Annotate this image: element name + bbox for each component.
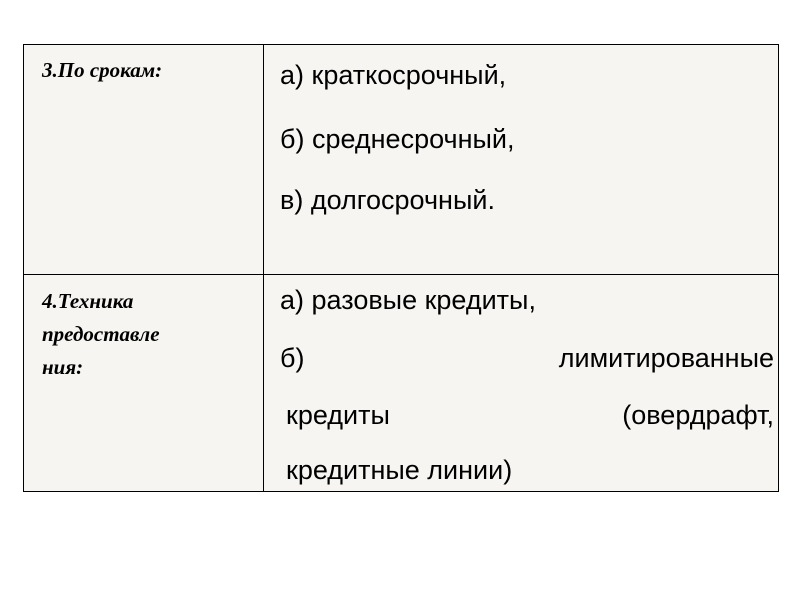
row-label-cell [24,275,264,491]
row-label-technique [42,285,242,384]
row-label-terms: 3.По срокам: [42,58,163,82]
row-label-cell [24,45,264,274]
row-values-cell [264,275,778,491]
table-row [24,45,778,275]
list-item-continuation: кредитные линии) [286,455,513,485]
table-row [24,275,778,491]
list-item-word: (овердрафт, [622,400,774,430]
row-values-cell [264,45,778,274]
list-item-word: кредиты [286,400,390,430]
list-item: б) среднесрочный, [280,124,515,154]
list-item [280,343,774,374]
row-label-line: 4.Техника [42,289,134,313]
credit-classification-table [23,44,779,492]
list-item: а) краткосрочный, [280,60,507,90]
row-label-line: предоставле [42,322,160,346]
list-item: в) долгосрочный. [280,185,495,215]
list-item-word: лимитированные [558,343,774,373]
list-item: а) разовые кредиты, [280,285,536,315]
list-item-continuation [286,400,774,431]
row-label-line: ния: [42,355,84,379]
list-item-word: б) [280,343,305,373]
